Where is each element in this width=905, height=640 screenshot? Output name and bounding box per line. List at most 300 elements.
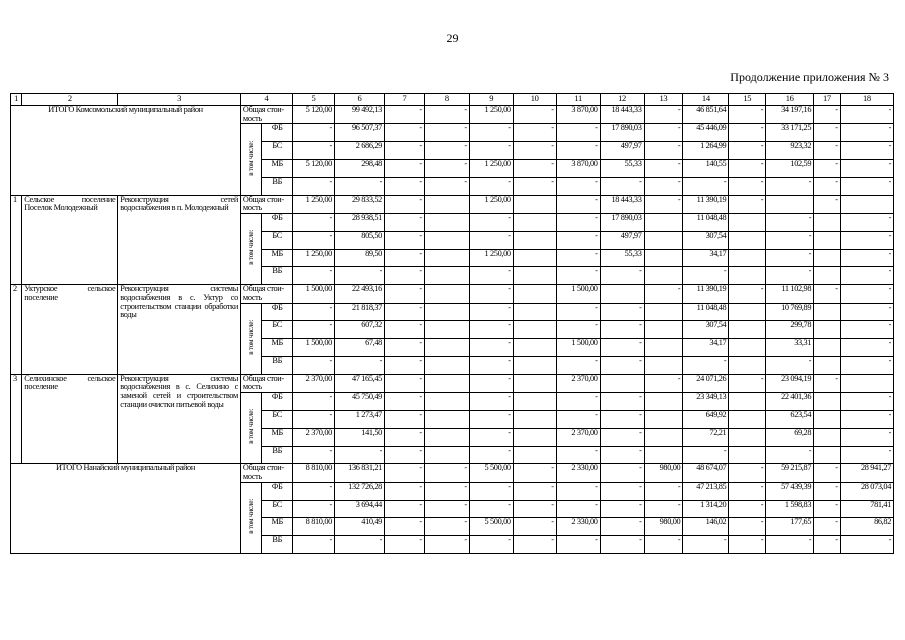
value-cell: - [384, 124, 424, 142]
total-cost-label: Общая стои-мость [240, 285, 292, 303]
value-cell: 67,48 [334, 339, 384, 357]
value-cell: 24 071,26 [683, 374, 729, 392]
value-cell: - [556, 249, 600, 267]
value-cell [424, 356, 469, 374]
value-cell: 298,48 [334, 160, 384, 178]
value-cell: - [513, 177, 556, 195]
value-cell [729, 393, 766, 411]
column-number-1: 1 [11, 94, 22, 106]
including-label-text: в том числе: [246, 140, 256, 176]
column-number-13: 13 [644, 94, 683, 106]
value-cell: - [293, 321, 335, 339]
value-cell: - [729, 536, 766, 554]
value-cell: - [293, 231, 335, 249]
value-cell: 140,55 [683, 160, 729, 178]
value-cell [729, 231, 766, 249]
value-cell: 45 750,49 [334, 393, 384, 411]
column-number-15: 15 [729, 94, 766, 106]
funding-source: БС [262, 410, 293, 428]
value-cell: 1 250,00 [469, 106, 513, 124]
value-cell [644, 214, 683, 232]
funding-source: ФБ [262, 303, 293, 321]
value-cell: - [513, 124, 556, 142]
value-cell [644, 303, 683, 321]
value-cell [513, 410, 556, 428]
value-cell: 11 390,19 [683, 285, 729, 303]
value-cell: - [729, 500, 766, 518]
value-cell: - [384, 249, 424, 267]
value-cell [729, 303, 766, 321]
project-description: Реконструкция системы водоснабжения в с. Селихино с заменой сетей и строительством станции очистки питьевой воды [118, 374, 241, 464]
funding-source: ФБ [262, 124, 293, 142]
column-number-5: 5 [293, 94, 335, 106]
value-cell: - [384, 482, 424, 500]
value-cell: 1 273,47 [334, 410, 384, 428]
value-cell: - [644, 160, 683, 178]
funding-source: ВБ [262, 267, 293, 285]
value-cell: 2 370,00 [556, 428, 600, 446]
item-number: 2 [11, 285, 22, 375]
value-cell: - [469, 267, 513, 285]
value-cell: 18 443,33 [600, 195, 644, 213]
value-cell: 47 213,85 [683, 482, 729, 500]
value-cell: - [814, 464, 841, 482]
value-cell [424, 339, 469, 357]
value-cell: - [384, 142, 424, 160]
table-row [11, 374, 894, 392]
value-cell: - [556, 500, 600, 518]
column-number-12: 12 [600, 94, 644, 106]
value-cell: 1 250,00 [293, 195, 335, 213]
value-cell [424, 231, 469, 249]
page-number: 29 [446, 31, 459, 45]
value-cell [644, 231, 683, 249]
value-cell: - [293, 267, 335, 285]
value-cell: - [600, 339, 644, 357]
value-cell: - [683, 446, 729, 464]
value-cell: 18 443,33 [600, 106, 644, 124]
including-label [240, 393, 261, 464]
value-cell: - [600, 518, 644, 536]
including-label [240, 214, 261, 285]
value-cell [814, 231, 841, 249]
value-cell: - [384, 464, 424, 482]
value-cell [644, 321, 683, 339]
funding-source: БС [262, 142, 293, 160]
including-label [240, 124, 261, 195]
funding-source: ВБ [262, 446, 293, 464]
value-cell: 177,65 [766, 518, 814, 536]
value-cell: 410,49 [334, 518, 384, 536]
value-cell: - [556, 536, 600, 554]
value-cell: 48 674,07 [683, 464, 729, 482]
value-cell: - [766, 249, 814, 267]
value-cell: - [556, 142, 600, 160]
appendix-title: Продолжение приложения № 3 [730, 70, 889, 84]
value-cell: - [556, 393, 600, 411]
value-cell: - [513, 518, 556, 536]
value-cell [600, 285, 644, 303]
value-cell: - [334, 536, 384, 554]
value-cell: 3 694,44 [334, 500, 384, 518]
value-cell: - [556, 303, 600, 321]
value-cell: - [469, 374, 513, 392]
total-cost-label: Общая стои-мость [240, 374, 292, 392]
value-cell: 33 171,25 [766, 124, 814, 142]
value-cell: - [513, 482, 556, 500]
value-cell: - [469, 339, 513, 357]
value-cell: - [840, 160, 893, 178]
value-cell: - [729, 518, 766, 536]
value-cell: - [424, 177, 469, 195]
value-cell: - [766, 356, 814, 374]
value-cell: - [424, 536, 469, 554]
value-cell: - [384, 285, 424, 303]
total-cost-label: Общая стои-мость [240, 464, 292, 482]
value-cell: 2 330,00 [556, 464, 600, 482]
value-cell: - [384, 410, 424, 428]
value-cell [729, 446, 766, 464]
value-cell: - [600, 500, 644, 518]
value-cell: 21 818,37 [334, 303, 384, 321]
value-cell: - [293, 536, 335, 554]
value-cell: - [600, 303, 644, 321]
value-cell: 28 073,04 [840, 482, 893, 500]
value-cell [513, 231, 556, 249]
value-cell: 99 492,13 [334, 106, 384, 124]
value-cell: - [334, 177, 384, 195]
value-cell: 11 048,48 [683, 303, 729, 321]
value-cell: - [729, 285, 766, 303]
value-cell: - [644, 124, 683, 142]
value-cell: 2 686,29 [334, 142, 384, 160]
value-cell: 1 500,00 [293, 339, 335, 357]
value-cell [600, 374, 644, 392]
value-cell: 307,54 [683, 231, 729, 249]
item-number: 1 [11, 195, 22, 285]
value-cell [644, 267, 683, 285]
value-cell: 623,54 [766, 410, 814, 428]
value-cell: - [683, 177, 729, 195]
column-number-17: 17 [814, 94, 841, 106]
value-cell: 23 349,13 [683, 393, 729, 411]
value-cell: - [814, 536, 841, 554]
value-cell [513, 428, 556, 446]
value-cell: - [600, 446, 644, 464]
value-cell [424, 214, 469, 232]
value-cell: - [556, 177, 600, 195]
value-cell: - [334, 356, 384, 374]
value-cell: 1 250,00 [469, 249, 513, 267]
value-cell: 5 120,00 [293, 160, 335, 178]
value-cell: - [384, 428, 424, 446]
value-cell: 33,31 [766, 339, 814, 357]
value-cell: 47 165,45 [334, 374, 384, 392]
value-cell: 72,21 [683, 428, 729, 446]
value-cell: - [469, 124, 513, 142]
value-cell: - [644, 536, 683, 554]
value-cell: 649,92 [683, 410, 729, 428]
value-cell: - [556, 214, 600, 232]
value-cell: 497,97 [600, 231, 644, 249]
value-cell [814, 214, 841, 232]
value-cell [729, 410, 766, 428]
value-cell [424, 393, 469, 411]
value-cell: 34,17 [683, 249, 729, 267]
value-cell: - [600, 536, 644, 554]
value-cell [513, 321, 556, 339]
value-cell: - [424, 500, 469, 518]
value-cell [513, 446, 556, 464]
including-label [240, 303, 261, 374]
value-cell [513, 195, 556, 213]
value-cell: - [556, 321, 600, 339]
table-row [11, 195, 894, 213]
value-cell: - [814, 142, 841, 160]
settlement-name: Уктурское сельское поселение [22, 285, 118, 375]
value-cell: 3 870,00 [556, 106, 600, 124]
value-cell: 28 938,51 [334, 214, 384, 232]
value-cell [424, 303, 469, 321]
value-cell: - [840, 356, 893, 374]
value-cell: - [814, 106, 841, 124]
value-cell [424, 428, 469, 446]
value-cell: 10 769,89 [766, 303, 814, 321]
value-cell: 805,50 [334, 231, 384, 249]
total-cost-label: Общая стои-мость [240, 106, 292, 124]
column-number-4: 4 [240, 94, 292, 106]
value-cell [513, 393, 556, 411]
funding-source: МБ [262, 518, 293, 536]
value-cell: 11 102,98 [766, 285, 814, 303]
settlement-name: Сельское поселение Поселок Молодежный [22, 195, 118, 285]
value-cell: - [840, 142, 893, 160]
value-cell [424, 195, 469, 213]
funding-source: ВБ [262, 536, 293, 554]
value-cell [644, 428, 683, 446]
value-cell [729, 339, 766, 357]
value-cell [729, 214, 766, 232]
value-cell: - [384, 214, 424, 232]
value-cell: - [814, 124, 841, 142]
value-cell: - [729, 142, 766, 160]
value-cell: - [556, 267, 600, 285]
total-cost-label: Общая стои-мость [240, 195, 292, 213]
value-cell: 17 890,03 [600, 214, 644, 232]
funding-source: БС [262, 500, 293, 518]
value-cell: - [840, 428, 893, 446]
value-cell: - [840, 214, 893, 232]
value-cell [840, 195, 893, 213]
project-description: Реконструкция сетей водоснабжения в п. Молодежный [118, 195, 241, 285]
value-cell: - [384, 160, 424, 178]
value-cell [766, 195, 814, 213]
value-cell [814, 339, 841, 357]
including-label-text: в том числе: [246, 230, 256, 266]
value-cell: 8 810,00 [293, 518, 335, 536]
value-cell: - [840, 106, 893, 124]
value-cell: - [729, 195, 766, 213]
value-cell [644, 356, 683, 374]
column-number-6: 6 [334, 94, 384, 106]
value-cell: 57 439,39 [766, 482, 814, 500]
value-cell: - [384, 374, 424, 392]
value-cell [513, 374, 556, 392]
funding-source: БС [262, 321, 293, 339]
value-cell: - [293, 482, 335, 500]
value-cell [814, 249, 841, 267]
value-cell: - [814, 177, 841, 195]
value-cell: - [766, 267, 814, 285]
value-cell: 69,28 [766, 428, 814, 446]
value-cell: - [513, 142, 556, 160]
value-cell: 132 726,28 [334, 482, 384, 500]
value-cell: - [644, 374, 683, 392]
funding-source: ФБ [262, 393, 293, 411]
value-cell: - [293, 214, 335, 232]
value-cell: - [424, 160, 469, 178]
value-cell: - [293, 177, 335, 195]
value-cell: 1 314,20 [683, 500, 729, 518]
including-label-text: в том числе: [246, 499, 256, 534]
column-number-14: 14 [683, 94, 729, 106]
value-cell: - [424, 464, 469, 482]
column-number-10: 10 [513, 94, 556, 106]
value-cell: - [469, 214, 513, 232]
column-number-11: 11 [556, 94, 600, 106]
value-cell: - [469, 428, 513, 446]
value-cell: - [293, 393, 335, 411]
value-cell: 28 941,27 [840, 464, 893, 482]
value-cell: 299,78 [766, 321, 814, 339]
value-cell: - [469, 285, 513, 303]
item-number: 3 [11, 374, 22, 464]
value-cell [513, 214, 556, 232]
value-cell: - [469, 393, 513, 411]
value-cell: 1 598,83 [766, 500, 814, 518]
value-cell: - [644, 177, 683, 195]
value-cell: - [766, 214, 814, 232]
value-cell: - [840, 339, 893, 357]
value-cell [424, 446, 469, 464]
value-cell: - [469, 536, 513, 554]
settlement-name: Селихинское сельское поселение [22, 374, 118, 464]
value-cell: - [600, 428, 644, 446]
column-number-3: 3 [118, 94, 241, 106]
value-cell: - [840, 536, 893, 554]
value-cell: - [513, 106, 556, 124]
value-cell: - [840, 321, 893, 339]
including-label-text: в том числе: [246, 319, 256, 355]
value-cell: - [556, 482, 600, 500]
value-cell: - [556, 410, 600, 428]
value-cell: - [683, 267, 729, 285]
value-cell [644, 339, 683, 357]
value-cell: - [384, 321, 424, 339]
value-cell [729, 267, 766, 285]
value-cell: - [840, 393, 893, 411]
value-cell: - [469, 231, 513, 249]
value-cell: 102,59 [766, 160, 814, 178]
financing-table [10, 93, 894, 554]
column-number-7: 7 [384, 94, 424, 106]
value-cell [513, 249, 556, 267]
value-cell: 22 401,36 [766, 393, 814, 411]
value-cell: - [729, 124, 766, 142]
value-cell: - [334, 446, 384, 464]
value-cell [424, 267, 469, 285]
value-cell: 34,17 [683, 339, 729, 357]
value-cell [424, 410, 469, 428]
value-cell: - [384, 446, 424, 464]
value-cell: - [469, 500, 513, 518]
value-cell: - [644, 500, 683, 518]
value-cell [513, 339, 556, 357]
value-cell: 11 048,48 [683, 214, 729, 232]
value-cell: - [424, 142, 469, 160]
value-cell: 307,54 [683, 321, 729, 339]
column-number-2: 2 [22, 94, 118, 106]
value-cell: - [840, 446, 893, 464]
value-cell [729, 249, 766, 267]
value-cell: - [469, 177, 513, 195]
value-cell: - [384, 536, 424, 554]
value-cell: - [556, 195, 600, 213]
value-cell: - [683, 356, 729, 374]
value-cell: 1 500,00 [556, 339, 600, 357]
table-row [11, 464, 894, 482]
value-cell: 1 250,00 [469, 195, 513, 213]
value-cell: - [729, 177, 766, 195]
value-cell: 11 390,19 [683, 195, 729, 213]
value-cell: - [729, 160, 766, 178]
value-cell: - [840, 124, 893, 142]
value-cell [729, 321, 766, 339]
value-cell: 5 500,00 [469, 464, 513, 482]
value-cell: - [469, 446, 513, 464]
value-cell [424, 249, 469, 267]
value-cell: - [814, 285, 841, 303]
value-cell: - [814, 518, 841, 536]
value-cell: - [600, 410, 644, 428]
value-cell: - [766, 536, 814, 554]
funding-source: ВБ [262, 177, 293, 195]
value-cell: - [334, 267, 384, 285]
value-cell: 5 120,00 [293, 106, 335, 124]
value-cell: - [384, 231, 424, 249]
value-cell: - [600, 321, 644, 339]
value-cell: - [513, 464, 556, 482]
value-cell: - [293, 356, 335, 374]
value-cell: - [600, 464, 644, 482]
value-cell: 55,33 [600, 249, 644, 267]
value-cell: 2 330,00 [556, 518, 600, 536]
value-cell: - [840, 267, 893, 285]
value-cell: - [840, 285, 893, 303]
value-cell: - [766, 446, 814, 464]
value-cell [424, 321, 469, 339]
including-label-text: в том числе: [246, 409, 256, 445]
value-cell: 55,33 [600, 160, 644, 178]
value-cell [814, 356, 841, 374]
column-number-18: 18 [840, 94, 893, 106]
value-cell: - [469, 321, 513, 339]
value-cell: - [293, 142, 335, 160]
value-cell [513, 356, 556, 374]
value-cell: - [600, 393, 644, 411]
value-cell: - [840, 303, 893, 321]
value-cell: 607,32 [334, 321, 384, 339]
